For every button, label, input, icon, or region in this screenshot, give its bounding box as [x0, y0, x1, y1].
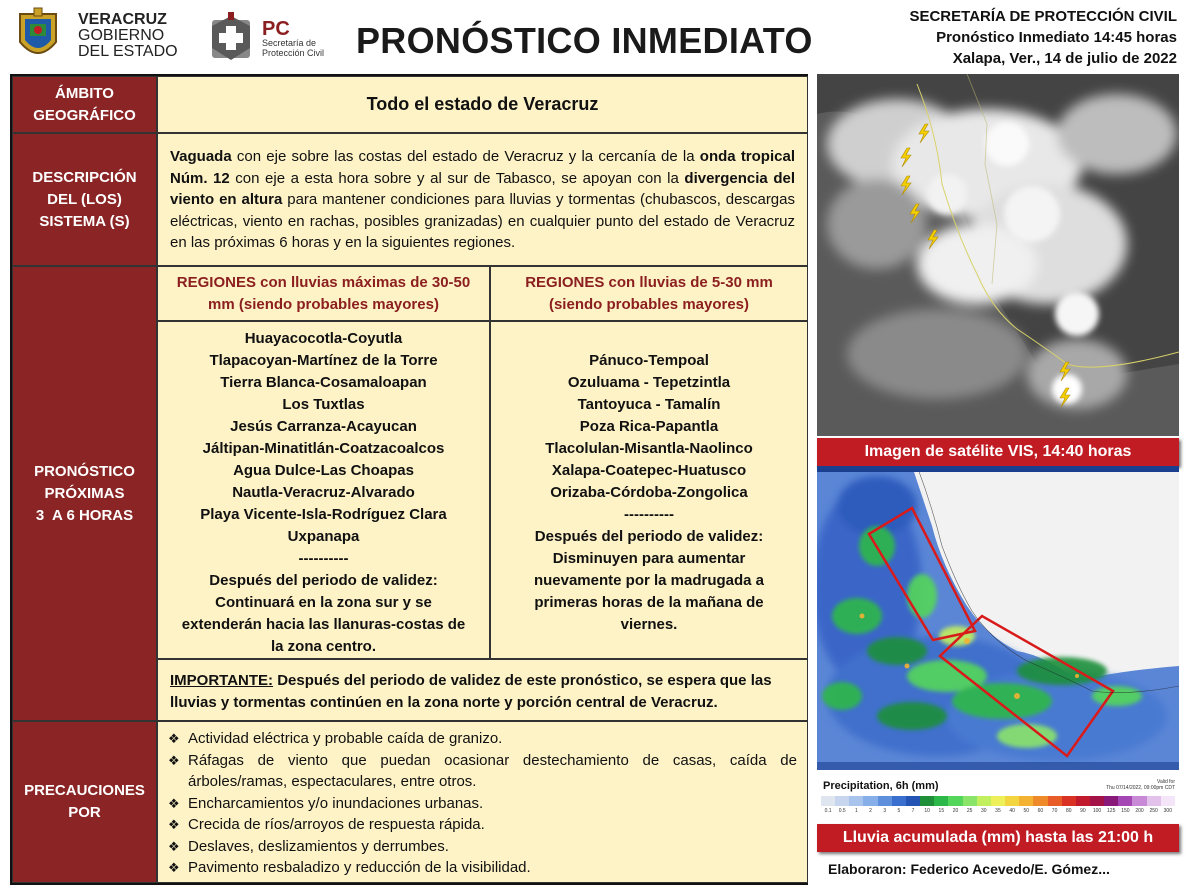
legend-tick: 5: [897, 808, 901, 814]
regions-heavy-header-2: mm (siendo probables mayores): [208, 295, 439, 313]
ambito-value-text: Todo el estado de Veracruz: [366, 94, 599, 114]
legend-swatch: [977, 796, 991, 806]
legend-tick: 100: [1092, 808, 1102, 814]
pronostico-label-2: PRÓXIMAS: [44, 484, 125, 502]
list-item: Tlapacoyan-Martínez de la Torre: [209, 352, 438, 369]
forecast-table: [10, 74, 808, 885]
vera-line-3: DEL ESTADO: [78, 43, 178, 60]
list-item: ----------: [624, 506, 674, 523]
legend-tick: 20: [952, 808, 959, 814]
list-item: Jesús Carranza-Acayucan: [230, 418, 417, 435]
legend-valid-2: Thu 07/14/2022, 09:00pm CDT: [1106, 785, 1175, 791]
legend-tick: 1: [855, 808, 858, 814]
important-label: IMPORTANTE:: [170, 672, 274, 689]
precaution-text: Ráfagas de viento que puedan ocasionar destechamiento de casas, caída de árboles/ramas, espectaculares, entre otros.: [188, 751, 797, 790]
legend-swatch: [821, 796, 835, 806]
list-item: Huayacocotla-Coyutla: [244, 330, 403, 347]
legend-tick: 60: [1037, 808, 1044, 814]
legend-swatch: [835, 796, 849, 806]
list-item: Agua Dulce-Las Choapas: [233, 462, 414, 479]
legend-tick: 80: [1065, 808, 1072, 814]
legend-tick: 250: [1149, 808, 1158, 814]
precipitation-legend: [817, 776, 1179, 820]
desc-text-3: para mantener condiciones para lluvias y tormentas (chubascos, descargas eléctricas, viento en rachas, posibles granizadas) en cualquier punto del estado de Veracruz en las próximas 6 horas y en la siguientes regiones.: [170, 191, 795, 251]
legend-tick: 30: [981, 808, 987, 814]
list-item: Disminuyen para aumentar: [552, 550, 746, 567]
pc-abbr: PC: [262, 18, 290, 40]
legend-swatch: [1104, 796, 1118, 806]
descripcion-text: [157, 133, 808, 266]
precaution-item: [168, 814, 797, 836]
precauciones-list: [157, 721, 808, 883]
legend-swatch: [991, 796, 1005, 806]
pc-sub-2: Protección Civil: [262, 48, 325, 58]
legend-tick: 200: [1135, 808, 1144, 814]
radar-caption: Lluvia acumulada (mm) hasta las 21:00 h: [817, 824, 1179, 852]
regions-heavy-header-1: REGIONES con lluvias máximas de 30-50: [176, 273, 471, 291]
legend-tick: 35: [995, 808, 1001, 814]
legend-tick: 15: [938, 808, 945, 814]
legend-swatch: [1062, 796, 1076, 806]
desc-bold-divergencia: divergencia del viento en altura: [170, 169, 796, 208]
list-item: ----------: [298, 550, 349, 567]
important-text: Después del periodo de validez de este pronóstico, se espera que las lluvias y tormentas continúen en la zona norte y porción central de Veracruz.: [170, 672, 772, 711]
regions-light-header-2: (siendo probables mayores): [548, 295, 750, 313]
legend-tick: 40: [1009, 808, 1015, 814]
list-item: Uxpanapa: [287, 528, 360, 545]
list-item: Ozuluama - Tepetzintla: [567, 374, 731, 391]
legend-swatch: [1090, 796, 1104, 806]
legend-tick: 3: [883, 808, 887, 814]
regions-light-header-1: REGIONES con lluvias de 5-30 mm: [525, 273, 773, 291]
legend-swatch: [1033, 796, 1047, 806]
header-date: Xalapa, Ver., 14 de julio de 2022: [952, 50, 1177, 67]
desc-text-1: con eje sobre las costas del estado de Veracruz y la cercanía de la: [231, 148, 700, 165]
legend-swatch: [948, 796, 962, 806]
legend-title: Precipitation, 6h (mm): [823, 780, 939, 792]
pronostico-label-3: 3 A 6 HORAS: [35, 506, 134, 524]
vera-line-2: GOBIERNO: [78, 27, 165, 44]
desc-bold-onda: onda tropical Núm. 12: [170, 148, 795, 187]
legend-tick: 50: [1023, 808, 1030, 814]
regions-heavy-list: [157, 321, 490, 659]
satellite-image: [817, 74, 1179, 436]
diamond-bullet-icon: ❖: [168, 817, 180, 832]
list-item: Nautla-Veracruz-Alvarado: [232, 484, 415, 501]
list-item: extenderán hacia las llanuras-costas de: [181, 616, 466, 633]
legend-tick: 0.5: [838, 808, 846, 814]
page-header: [0, 0, 1193, 74]
header-info: [909, 6, 1177, 69]
list-item: viernes.: [620, 616, 678, 633]
list-item: Los Tuxtlas: [282, 396, 365, 413]
legend-tick: 0.1: [824, 808, 832, 814]
satellite-caption: Imagen de satélite VIS, 14:40 horas: [817, 438, 1179, 466]
legend-swatch: [1019, 796, 1033, 806]
precaution-text: Deslaves, deslizamientos y derrumbes.: [188, 837, 449, 855]
precauciones-label: [12, 721, 157, 883]
precaution-text: Crecida de ríos/arroyos de respuesta rápida.: [188, 816, 485, 833]
diamond-bullet-icon: ❖: [168, 838, 180, 854]
desc-text-2: con eje a esta hora sobre y al sur de Tabasco, se apoyan con la: [229, 169, 685, 187]
precauciones-label-1: PRECAUCIONES: [24, 782, 145, 799]
list-item: nuevamente por la madrugada a: [533, 572, 765, 589]
legend-tick: 90: [1080, 808, 1086, 814]
legend-swatch: [1076, 796, 1090, 806]
legend-swatch: [1132, 796, 1146, 806]
pronostico-label: [12, 266, 157, 721]
descripcion-label-3: SISTEMA (S): [39, 212, 130, 230]
proteccion-civil-logo-icon: [208, 12, 254, 62]
descripcion-label-1: DESCRIPCIÓN: [32, 168, 137, 186]
header-agency: SECRETARÍA DE PROTECCIÓN CIVIL: [909, 8, 1177, 25]
list-item: Tierra Blanca-Cosamaloapan: [220, 374, 427, 391]
list-item: Xalapa-Coatepec-Huatusco: [551, 462, 747, 479]
legend-swatch: [1048, 796, 1062, 806]
precauciones-label-2: POR: [68, 804, 101, 821]
vera-line-1: VERACRUZ: [78, 11, 167, 28]
legend-swatch: [1118, 796, 1132, 806]
list-item: Jáltipan-Minatitlán-Coatzacoalcos: [202, 440, 445, 457]
list-item: Tlacolulan-Misantla-Naolinco: [545, 440, 753, 457]
desc-bold-vaguada: Vaguada: [170, 148, 232, 165]
diamond-bullet-icon: ❖: [168, 731, 180, 746]
list-item: primeras horas de la mañana de: [534, 594, 764, 611]
header-bulletin-time: Pronóstico Inmediato 14:45 horas: [936, 29, 1177, 46]
legend-swatch: [892, 796, 906, 806]
diamond-bullet-icon: ❖: [168, 795, 180, 811]
credits: Elaboraron: Federico Acevedo/E. Gómez...: [828, 861, 1110, 877]
precaution-text: Pavimento resbaladizo y reducción de la visibilidad.: [188, 859, 531, 876]
list-item: Después del periodo de validez:: [209, 572, 438, 589]
legend-tick: 300: [1163, 808, 1172, 814]
legend-swatch: [906, 796, 920, 806]
precaution-item: [168, 750, 797, 793]
regions-light-header: [490, 266, 808, 321]
diamond-bullet-icon: ❖: [168, 752, 180, 768]
list-item: la zona centro.: [270, 638, 377, 655]
legend-ticks: [821, 808, 1175, 814]
legend-swatch: [849, 796, 863, 806]
diamond-bullet-icon: ❖: [168, 860, 180, 875]
precaution-item: [168, 728, 797, 750]
important-note: [157, 659, 808, 721]
legend-swatch: [934, 796, 948, 806]
legend-swatch: [1161, 796, 1175, 806]
veracruz-gobierno-text: [78, 12, 178, 60]
pronostico-label-1: PRONÓSTICO: [34, 462, 135, 480]
list-item: Orizaba-Córdoba-Zongolica: [550, 484, 748, 501]
legend-tick: 25: [966, 808, 973, 814]
legend-tick: 10: [924, 808, 930, 814]
legend-tick: 2: [869, 808, 872, 814]
pc-sub-1: Secretaría de: [262, 38, 317, 48]
legend-tick: 7: [911, 808, 915, 814]
ambito-value: [157, 76, 808, 133]
list-item: Tantoyuca - Tamalín: [577, 396, 721, 413]
pc-text: [262, 20, 324, 58]
list-item: Continuará en la zona sur y se: [215, 594, 432, 611]
regions-heavy-header: [157, 266, 490, 321]
precaution-text: Actividad eléctrica y probable caída de granizo.: [188, 730, 503, 747]
precaution-item: [168, 836, 797, 858]
veracruz-coat-of-arms-icon: [16, 6, 60, 66]
legend-valid: [1106, 779, 1175, 791]
legend-tick: 125: [1107, 808, 1116, 814]
legend-swatch: [863, 796, 877, 806]
descripcion-label: [12, 133, 157, 266]
ambito-label-1: ÁMBITO: [55, 84, 114, 102]
legend-tick: 70: [1051, 808, 1058, 814]
legend-swatch: [1005, 796, 1019, 806]
list-item: Después del periodo de validez:: [534, 528, 764, 545]
regions-light-list: [490, 321, 808, 659]
legend-tick: 150: [1121, 808, 1130, 814]
legend-swatch: [920, 796, 934, 806]
ambito-label-2: GEOGRÁFICO: [33, 106, 136, 124]
list-item: Playa Vicente-Isla-Rodríguez Clara: [200, 506, 447, 523]
descripcion-label-2: DEL (LOS): [47, 190, 122, 208]
precaution-text: Encharcamientos y/o inundaciones urbanas.: [188, 794, 484, 812]
legend-swatch: [1147, 796, 1161, 806]
legend-valid-1: Valid for: [1157, 779, 1175, 785]
legend-color-bar: [821, 796, 1175, 806]
list-item: Pánuco-Tempoal: [589, 352, 709, 369]
legend-swatch: [878, 796, 892, 806]
precipitation-map: [817, 466, 1179, 770]
precaution-item: [168, 857, 797, 879]
list-item: Poza Rica-Papantla: [579, 418, 719, 435]
ambito-label: [12, 76, 157, 133]
page-title: PRONÓSTICO INMEDIATO: [356, 20, 813, 61]
precaution-item: [168, 793, 797, 815]
legend-swatch: [963, 796, 977, 806]
